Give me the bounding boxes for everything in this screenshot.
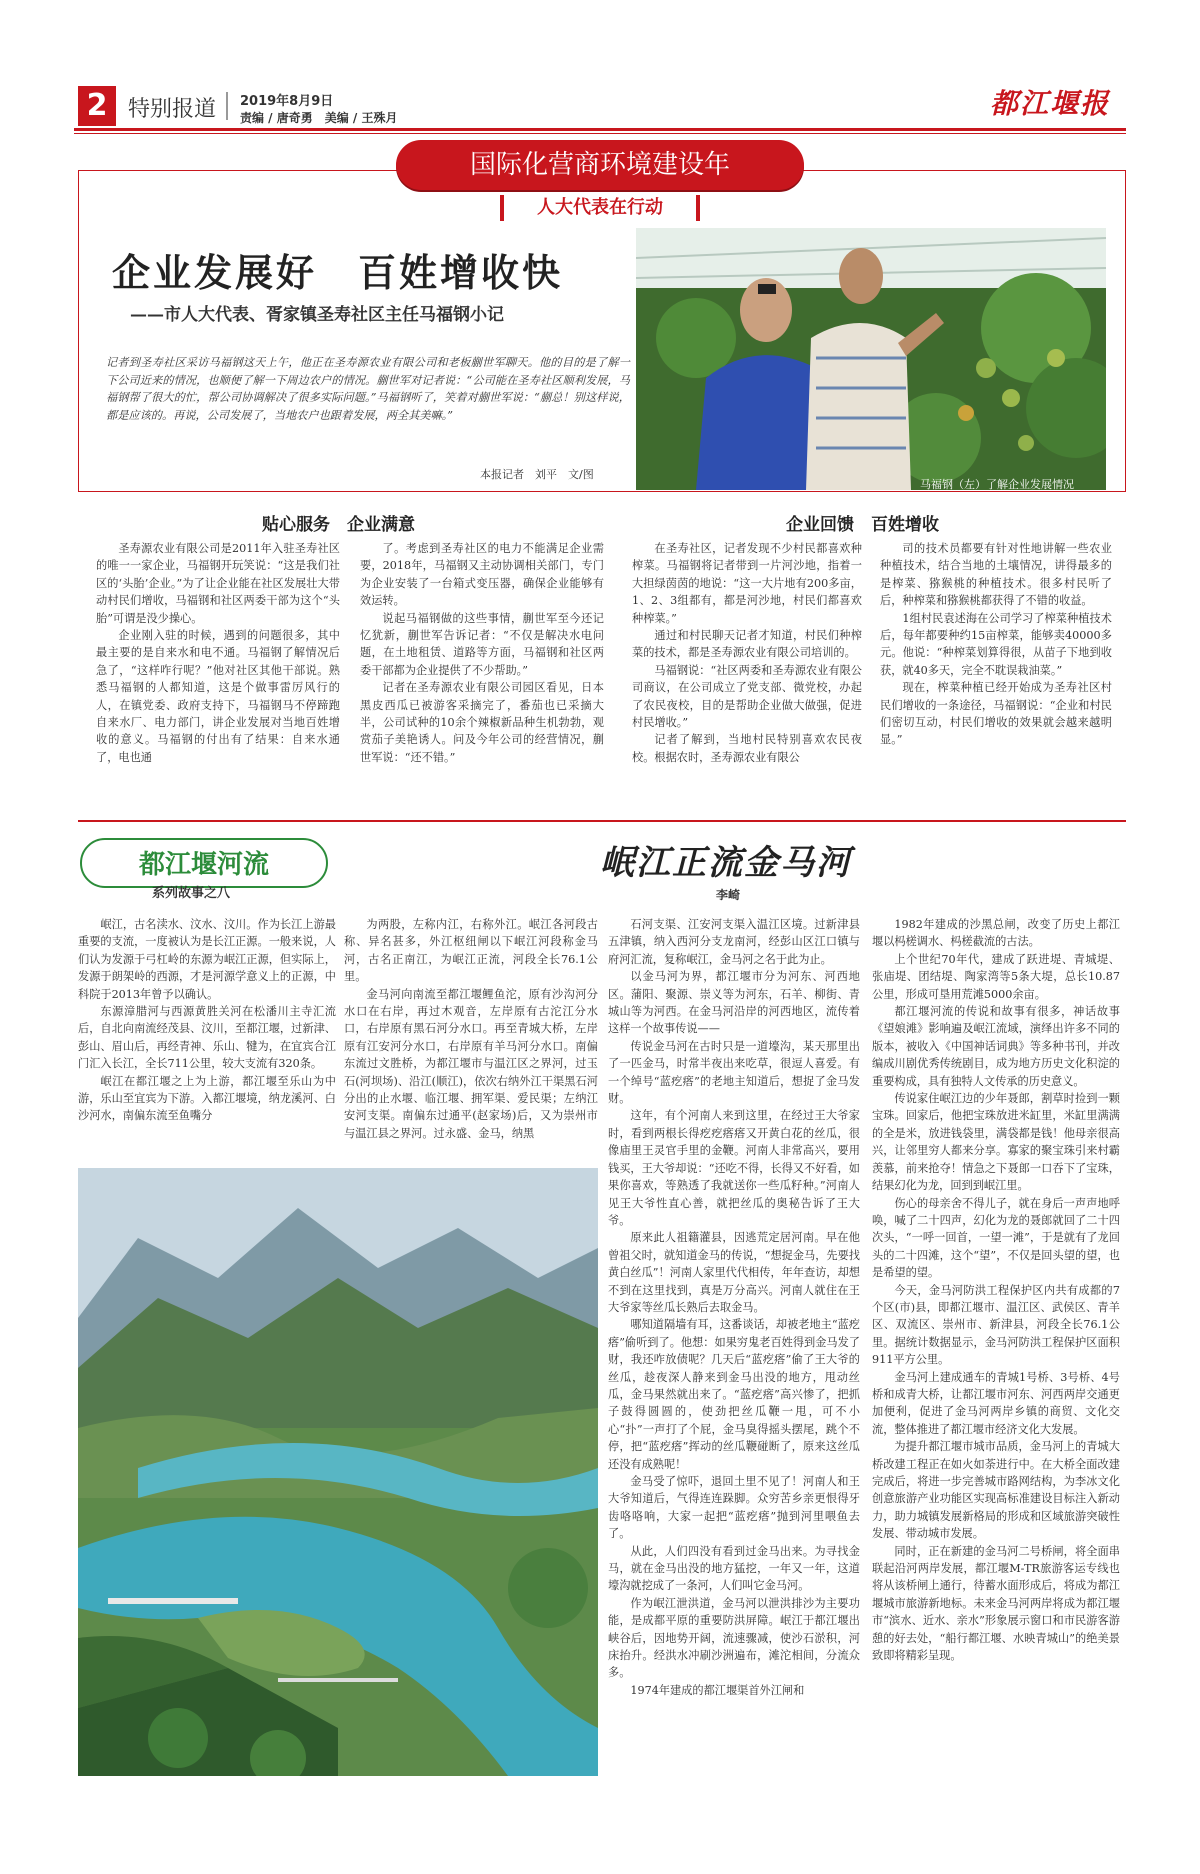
paragraph: 记者了解到，当地村民特别喜欢农民夜校。根据农时，圣寿源农业有限公 — [632, 733, 862, 764]
newspaper-logo: 都江堰报 — [990, 87, 1111, 120]
paragraph: 司的技术员都要有针对性地讲解一些农业种植技术，结合当地的土壤情况，讲得最多的是榨菜、猕猴桃的种植技术。很多村民听了后，种榨菜和猕猴桃都获得了不错的收益。 — [880, 542, 1112, 608]
photo-caption: 马福钢（左）了解企业发展情况 — [920, 478, 1074, 491]
paragraph: 同时，正在新建的金马河二号桥闸，将全面串联起沿河两岸发展，都江堰M-TR旅游客运专线也将从该桥闸上通行，待蓄水面形成后，将成为都江堰城市旅游新地标。未来金马河两岸将成为都江堰市“滨水、近水、亲水”形象展示窗口和市民游客游憩的好去处，“船行都江堰、水映青城山”的绝美景致即将精彩呈现。 — [872, 1544, 1120, 1663]
paragraph: 圣寿源农业有限公司是2011年入驻圣寿社区的唯一一家企业，马福钢开玩笑说：“这是我们社区的‘头胎’企业。”为了让企业能在社区发展壮大带动村民们增收，马福钢和社区两委干部为这个“头胎”可谓是没少操心。 — [96, 542, 340, 625]
river-aerial-photo — [78, 1168, 598, 1776]
paragraph: 1974年建成的都江堰渠首外江闸和 — [630, 1683, 805, 1697]
article2-column-2 — [344, 916, 598, 1164]
article2-column-4 — [872, 916, 1120, 1786]
paragraph: 了。考虑到圣寿社区的电力不能满足企业需要，2018年，马福钢又主动协调相关部门，专门为企业安装了一台箱式变压器，确保企业能够有效运转。 — [360, 542, 604, 608]
section-heading-return: 企业回馈 百姓增收 — [786, 515, 939, 535]
section-heading-service: 贴心服务 企业满意 — [262, 515, 415, 535]
river-article-title: 岷江正流金马河 — [600, 843, 852, 883]
page-number: 2 — [78, 86, 116, 126]
article1-column-2 — [360, 540, 604, 804]
section-name: 特别报道 — [128, 97, 217, 122]
paragraph: 传说家住岷江边的少年聂郎，割草时捡到一颗宝珠。回家后，他把宝珠放进米缸里，米缸里满满的全是米，放进钱袋里，满袋都是钱！他母亲很高兴，让邻里穷人都来分享。寡家的聚宝珠引来村霸羡慕，前来抢夺！情急之下聂郎一口吞下了宝珠，结果幻化为龙，回到到岷江里。 — [872, 1092, 1120, 1193]
article-byline: 本报记者 刘平 文/图 — [480, 468, 594, 481]
paragraph: 这年，有个河南人来到这里，在经过王大爷家时，看到两根长得疙疙瘩瘩又开黄白花的丝瓜，很像庙里王灵官手里的金鞭。河南人非常高兴，要用钱买，王大爷却说：“还吃不得，长得又不好看，如果你喜欢，等熟透了我就送你一些瓜籽种。”河南人见王大爷性直心善，就把丝瓜的奥秘告诉了王大爷。 — [608, 1109, 860, 1227]
paragraph: 1982年建成的沙黑总闸，改变了历史上都江堰以杩槎调水、杩槎截流的古法。 — [872, 918, 1120, 949]
paragraph: 企业刚入驻的时候，遇到的问题很多，其中最主要的是自来水和电不通。马福钢了解情况后急了，“这样咋行呢？”他对社区其他干部说。熟悉马福钢的人都知道，这是个做事雷厉风行的人，在镇党委、政府支持下，马福钢马不停蹄跑自来水厂、电力部门，讲企业发展对当地百姓增收的意义。马福钢的付出有了结果：自来水通了，电也通 — [96, 629, 340, 764]
paragraph: 原来此人祖籍灌县，因逃荒定居河南。早在他曾祖父时，就知道金马的传说，“想捉金马，先要找黄白丝瓜”！河南人家里代代相传，年年查访，却想不到在这里找到，真是万分高兴。河南人就住在王大爷家等丝瓜长熟后去取金马。 — [608, 1231, 860, 1314]
article1-column-1 — [96, 540, 340, 804]
header-rule — [74, 128, 1126, 131]
paragraph: 传说金马河在古时只是一道壕沟，某天那里出了一匹金马，时常半夜出来吃草，很逗人喜爱。有一个绰号“蓝疙瘩”的老地主知道后，想捉了金马发财。 — [608, 1039, 860, 1106]
paragraph: 为提升都江堰市城市品质，金马河上的青城大桥改建工程正在如火如荼进行中。在大桥全面改建完成后，将进一步完善城市路网结构，为李冰文化创意旅游产业功能区实现高标准建设目标注入新动力，助力城镇发展新格局的形成和区域旅游突破性发展、带动城市发展。 — [872, 1440, 1120, 1541]
paragraph: 石河支渠、江安河支渠入温江区境。过新津县五津镇，纳入西河分支龙南河，经彭山区江口镇与府河汇流，复称岷江，金马河之名于此为止。 — [608, 918, 860, 966]
paragraph: 以金马河为界，都江堰市分为河东、河西地区。蒲阳、聚源、崇义等为河东，石羊、柳街、青城山等为河西。在金马河沿岸的河西地区，流传着这样一个故事传说—— — [608, 970, 860, 1036]
paragraph: 伤心的母亲舍不得儿子，就在身后一声声地呼唤，喊了二十四声，幻化为龙的聂郎就回了二十四次头，“一呼一回首，一望一滩”，于是就有了龙回头的二十四滩，这个“望”，不仅是回头望的望，也是希望的望。 — [872, 1196, 1120, 1280]
series-label: 系列故事之八 — [152, 886, 231, 901]
paragraph: 哪知道隔墙有耳，这番谈话，却被老地主“蓝疙瘩”偷听到了。他想：如果穷鬼老百姓得到金马发了财，我还咋放债呢？几天后“蓝疙瘩”偷了王大爷的丝瓜，趁夜深人静来到金马出没的地方，甩动丝瓜，金马果然就出来了。“蓝疙瘩”高兴惨了，把抓子鼓得圆圆的，使劲把丝瓜鞭一甩，可不小心“扑”一声打了个屁，金马臭得摇头摆尾，跳个不停，把“蓝疙瘩”挥动的丝瓜鞭碰断了，原来这丝瓜还没有成熟呢！ — [608, 1318, 860, 1471]
river-aerial-illustration — [78, 1168, 598, 1776]
paragraph: 记者在圣寿源农业有限公司园区看见，日本黑皮西瓜已被游客采摘完了，番茄也已采摘大半，公司试种的10余个辣椒新品种生机勃勃，观赏茄子美艳诱人。问及今年公司的经营情况，蒯世军说：“还不错。” — [360, 681, 604, 764]
paragraph: 金马河上建成通车的青城1号桥、3号桥、4号桥和成青大桥，让都江堰市河东、河西两岸交通更加便利，促进了金马河两岸乡镇的商贸、文化交流，整体推进了都江堰市经济文化大发展。 — [872, 1370, 1120, 1436]
article2-column-3 — [608, 916, 860, 1786]
header-divider — [226, 92, 228, 120]
greenhouse-photo — [636, 228, 1106, 490]
paragraph: 岷江，古名渎水、汶水、汶川。作为长江上游最重要的支流，一度被认为是长江正源。一般来说，人们认为发源于弓杠岭的东源为岷江正源，但实际上，发源于朗架岭的西源，才是河源学意义上的正源，中科院于2013年曾予以确认。 — [78, 918, 336, 1001]
article1-column-4 — [880, 540, 1112, 804]
issue-date: 2019年8月9日 — [240, 94, 334, 109]
paragraph: 都江堰河流的传说和故事有很多，神话故事《望娘滩》影响遍及岷江流域，演绎出许多不同的版本，被收入《中国神话词典》等多种书刊，并改编成川剧优秀传统剧目，成为地方历史文化积淀的重要构成，具有独特人文传承的历史意义。 — [872, 1005, 1120, 1088]
greenhouse-photo-illustration — [636, 228, 1106, 490]
river-article-author: 李崎 — [716, 888, 741, 902]
paragraph: 说起马福钢做的这些事情，蒯世军至今还记忆犹新，蒯世军告诉记者：“不仅是解决水电问题，在土地租赁、道路等方面，马福钢和社区两委干部都为企业提供了不少帮助。” — [360, 611, 604, 677]
campaign-banner: 国际化营商环境建设年 — [396, 140, 804, 190]
article-lede: 记者到圣寿社区采访马福钢这天上午，他正在圣寿源农业有限公司和老板蒯世军聊天。他的目的是了解一下公司近来的情况，也顺便了解一下周边农户的情况。蒯世军对记者说：“公司能在圣寿社区顺利发展，马福钢帮了很大的忙，帮公司协调解决了很多实际问题。”马福钢听了，笑着对蒯世军说：“蒯总！别这样说，都是应该的。再说，公司发展了，当地农户也跟着发展，两全其美嘛。” — [106, 356, 630, 422]
article-title: 企业发展好 百姓增收快 — [112, 250, 564, 295]
paragraph: 金马受了惊吓，退回土里不见了！河南人和王大爷知道后，气得连连跺脚。众穷苦乡亲更恨得牙齿咯咯响，大家一起把“蓝疙瘩”抛到河里喂鱼去了。 — [608, 1475, 860, 1541]
paragraph: 为两股，左称内江，右称外江。岷江各河段古称、异名甚多，外江枢纽闸以下岷江河段称金马河，古名正南江，为岷江正流，河段全长76.1公里。 — [344, 918, 598, 984]
paragraph: 马福钢说：“社区两委和圣寿源农业有限公司商议，在公司成立了党支部、微党校，办起了农民夜校，目的是帮助企业做大做强，促进村民增收。” — [632, 663, 862, 730]
paragraph: 1组村民袁述海在公司学习了榨菜种植技术后，每年都要种约15亩榨菜，能够卖40000多元。他说：“种榨菜划算得很，从苗子下地到收获，就40多天，完全不耽误栽油菜。” — [880, 611, 1112, 677]
article-subtitle: ——市人大代表、胥家镇圣寿社区主任马福钢小记 — [130, 305, 504, 325]
paragraph: 现在，榨菜种植已经开始成为圣寿社区村民们增收的一条途径，马福钢说：“企业和村民们密切互动，村民们增收的效果就会越来越明显。” — [880, 681, 1112, 747]
header-rule-thin — [74, 133, 1126, 134]
paragraph: 岷江在都江堰之上为上游，都江堰至乐山为中游，乐山至宜宾为下游。入都江堰境，纳龙溪河、白沙河水，南偏东流至鱼嘴分 — [78, 1074, 336, 1123]
section-divider — [78, 820, 1126, 822]
article2-column-1 — [78, 916, 336, 1164]
editors: 责编 / 唐奇勇 美编 / 王殊月 — [240, 111, 398, 125]
column-badge: 都江堰河流 — [80, 838, 328, 888]
paragraph: 通过和村民聊天记者才知道，村民们种榨菜的技术，都是圣寿源农业有限公司培训的。 — [632, 629, 862, 660]
paragraph: 上个世纪70年代，建成了跃进堤、青城堤、张庙堤、团结堤、陶家湾等5条大堤，总长10.87公里，形成可垦用荒滩5000余亩。 — [872, 952, 1120, 1001]
campaign-subtitle: 人大代表在行动 — [500, 195, 700, 221]
paragraph: 东源漳腊河与西源黄胜关河在松潘川主寺汇流后，自北向南流经茂县、汶川，至都江堰，过新津、彭山、眉山后，再经青神、乐山、犍为，在宜宾合江门汇入长江，全长711公里，较大支流有320条。 — [78, 1005, 336, 1071]
article1-column-3 — [632, 540, 862, 804]
paragraph: 在圣寿社区，记者发现不少村民都喜欢种榨菜。马福钢将记者带到一片河沙地，指着一大担绿茵茵的地说：“这一大片地有200多亩，1、2、3组都有，都是河沙地，村民们都喜欢种榨菜。” — [632, 542, 862, 625]
paragraph: 作为岷江泄洪道，金马河以泄洪排沙为主要功能，是成都平原的重要防洪屏障。岷江于都江堰出峡谷后，因地势开阔，流速骤减，使沙石淤积，河床抬升。经洪水冲刷沙洲遍布，滩沱相间，分流众多。 — [608, 1596, 860, 1680]
paragraph: 今天，金马河防洪工程保护区内共有成都的7个区(市)县，即都江堰市、温江区、武侯区、青羊区、双流区、崇州市、新津县，河段全长76.1公里。据统计数据显示，金马河防洪工程保护区面积911平方公里。 — [872, 1283, 1120, 1367]
paragraph: 从此，人们四没有看到过金马出来。为寻找金马，就在金马出没的地方猛挖，一年又一年，这道壕沟就挖成了一条河，人们叫它金马河。 — [608, 1544, 860, 1593]
paragraph: 金马河向南流至都江堰鲤鱼沱，原有沙沟河分水口在右岸，再过木观音，左岸原有古沱江分水口，右岸原有黑石河分水口。再至青城大桥，左岸原有江安河分水口，右岸原有羊马河分水口。南偏东流过文胜桥，为都江堰市与温江区之界河，过玉石(河坝场)、沿江(顺江)，依次右纳外江干渠黑石河分出的止水堰、临江堰、拥军渠、爱民渠；左纳江安河支渠。南偏东过通平(赵家场)后，又为崇州市与温江县之界河。过永盛、金马，纳黑 — [344, 987, 598, 1140]
